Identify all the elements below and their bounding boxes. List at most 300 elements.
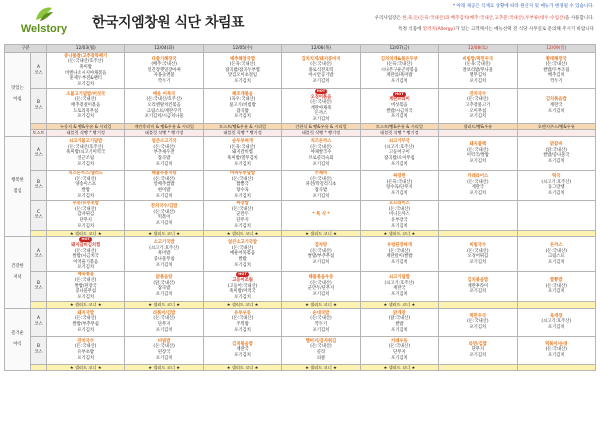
toast-row [5,130,596,137]
menu-item: 포기김치 [547,289,565,295]
menu-item: 야채쌀국수 [310,150,332,156]
band-label [31,230,47,237]
menu-item: (돈:국내산) [467,147,489,153]
menu-item: 된장국 [157,350,171,355]
menu-cell [517,136,595,170]
menu-item: 얼큰소고기국 [151,139,177,145]
menu-item: 포기김치 [547,352,565,358]
menu-item: 파전/막걸리식초 [305,182,337,188]
menu-item: 돼지국밥 [77,310,95,316]
menu-item: 잡곡밥/오이무침 [384,156,415,162]
menu-item: 종로식전호떡 [308,67,334,73]
menu-item: 포기김치 [234,352,251,358]
menu-item: 미역국/쌀밥 [466,153,489,159]
band-cell: ★ 샐러드 코너 ★ [282,301,360,308]
menu-table [4,44,596,371]
menu-item: 포기김치 [155,220,173,226]
band-cell [517,301,595,308]
menu-item: 제육볶음 [77,272,95,278]
welstory-logo [8,6,80,40]
menu-item: 연근조림 [77,156,95,162]
menu-cell [125,89,203,124]
menu-item: (돈:국내산) [467,319,489,325]
menu-item: 버섯볶음 [391,102,408,108]
menu-item: 단무지 [79,218,92,224]
origin-info: 우리사업장은 한,육,돈(돈육:국내산)과 배추김치(배추:국내산,고추분:국내산),두부류(대두:수입산)을 사용합니다. [374,16,594,21]
band-cell [517,364,595,371]
menu-item: 포기김치 [77,161,95,167]
menu-item: 계란말이/쌀밥 [386,254,413,260]
band-cell: 태블릿 삭빵 * 빵기정 [125,130,203,137]
menu-item: (닭:국내산) [153,280,175,286]
course-label: C 코스 [31,200,47,230]
band-cell: ★ 샐러드 코너 ★ [282,230,360,237]
menu-item: (돈:국내산) [545,283,567,289]
menu-item: 배추김치 [547,73,565,79]
menu-item: 짬뽕밥 [550,278,563,284]
day-header: 12/08(토) [439,45,517,53]
menu-item: 흑미밥/쇠고기미역국 [66,150,106,156]
menu-item: 쇠고기무국 [389,139,410,145]
menu-item: (고등어:국내산) [227,283,258,289]
menu-cell [517,89,595,124]
menu-cell [439,136,517,170]
menu-item: (돈:국내산) [388,206,411,212]
menu-cell [360,89,438,124]
menu-item: 포기김치 [391,259,408,265]
menu-item: 잡곡밥/잡곡두부찜 [225,67,260,73]
menu-item: 찰보리밥/무나물 [462,67,494,73]
menu-cell [282,336,360,364]
band-cell: ★ 샐러드 코너 ★ [360,301,438,308]
menu-item: 포기김치 [469,289,487,295]
menu-cell [47,237,125,272]
band-cell: ★ 샐러드 코너 ★ [282,364,360,371]
menu-item: 떡볶이/순대 [545,341,568,347]
menu-item: 포기김치 [234,223,251,229]
menu-item: 미니돈까스 [389,212,410,218]
menu-item: 쇠고기덮밥 [389,275,410,281]
menu-cell [517,271,595,301]
menu-item: 포기김치 [312,327,330,333]
menu-item: 포기김치 [391,292,408,297]
menu-item: (돈육:국내산) [386,179,413,185]
menu-item: 포기김치 [155,355,173,361]
menu-cell [203,336,281,364]
band-cell: ★ 샐러드 코너 ★ [125,364,203,371]
band-cell: ★ 샐러드 코너 ★ [203,364,281,371]
menu-item: (닭:국내산) [545,147,567,153]
menu-item: (돈:국내산) [467,248,489,254]
menu-item: 동그랑땡 [547,185,565,191]
menu-item: 계란국 [393,286,406,292]
menu-item: 쌀밥/된장국 [74,283,97,289]
menu-cell [47,170,125,200]
menu-item: 포기김치 [391,355,408,361]
menu-item: 포기김치 [234,262,251,268]
menu-item: (돈:국내산) [467,97,489,103]
menu-item: (돈:국내산) [310,248,332,254]
menu-item: 흑미밥/미역국 [229,289,256,295]
menu-item: 잔치국수 [469,91,487,97]
course-row [5,237,596,272]
menu-item: 닭개장 [393,310,406,316]
menu-item: 포기김치 [77,193,95,199]
band-cell: 토스트/빵&우유 & 시리얼 [203,123,281,130]
band-cell [439,230,517,237]
menu-item: 포기김치 [77,355,95,361]
menu-item: 매운 어묵국 [153,91,176,97]
menu-item: 고등어조림 [232,278,253,284]
band-cell [439,130,517,137]
menu-item: 해물누룽지탕 [151,171,177,177]
menu-item: 닭볶음탕 [155,275,173,281]
menu-item: (쇠고기:호주산) [384,280,415,286]
menu-item: 단무지 [471,347,485,353]
menu-item: 포기김치 [155,161,173,167]
menu-item: 감자튀김 [77,212,95,218]
menu-item: 육개장 [550,313,563,319]
menu-item: 포기김치 [547,158,565,164]
menu-cell [517,237,595,272]
menu-item: 열무김치 [469,73,487,79]
menu-item: 잡곡밥 [157,156,171,162]
menu-item: (쇠고기:호주산) [149,245,179,251]
menu-item: 포기김치 [77,265,95,271]
menu-item: 포기김치 [469,352,487,358]
menu-item: 포기김치 [234,78,251,84]
menu-item: (돈:국내산) [310,280,332,286]
ann-row [5,301,596,308]
menu-item: 포기김치 [77,114,95,120]
menu-item: 오리엔탈치킨볶음 [147,102,181,108]
menu-item: 깍두기 [157,78,171,84]
menu-item: 불고기/비빔밥 [229,102,256,108]
menu-item: 시나몬구운곤약볶음 [380,67,419,73]
course-row [5,53,596,89]
menu-item: 주먹밥 [236,322,249,327]
menu-item: (돈육:국내산) [229,144,256,150]
menu-item: 포기김치 [312,78,330,84]
menu-item: 치즈돈까스 [310,139,332,145]
menu-item: (돈:국내산) [75,176,97,182]
menu-item: (배추:국내산) [151,62,177,68]
menu-item: 깍두기 [550,78,563,84]
menu-item: (돈육:국내산) [465,62,491,68]
menu-item: 황태해장국 [545,56,567,62]
band-cell: ★ 샐러드 코너 ★ [360,230,438,237]
menu-item: 비빔밥/떡만두국 [462,56,494,62]
menu-item: 계란후라이 [467,283,489,289]
menu-item: 쌀밥/콩나물국 [543,153,570,159]
meal-label: 즐거운 야식 [5,308,31,371]
menu-cell [125,271,203,301]
day-header: 12/09(일) [517,45,595,53]
menu-item: 아시안공기밥 [308,73,334,79]
menu-item: 쌀밥/시금치국 [386,108,413,114]
menu-item: 포기김치 [77,294,95,300]
logo-leaf-icon [34,6,54,22]
menu-item: 짬뽕국 [236,182,249,188]
menu-cell [360,200,438,230]
menu-item: 쌀밥/두부조림 [543,67,570,73]
menu-item: (돈:국내산/호주산) [68,144,104,150]
menu-item: 비빔밥 [157,338,171,344]
menu-item: 김치치개/돼지콩비지 [301,56,341,62]
menu-item: 군만두/단무지 [307,286,335,292]
menu-item: 배추겉절이볶음 [71,102,101,108]
menu-item: (돈:국내산) [75,206,97,212]
course-label: B 코스 [31,336,47,364]
menu-item: 오징어볶음 [310,94,332,100]
menu-item: 일간장깻잎장아찌 [147,67,181,73]
menu-cell [439,89,517,124]
course-row [5,89,596,124]
menu-item: 브로콜리숙회 [308,156,334,162]
band-cell [439,364,517,371]
menu-item: (돈:국내산) [75,278,97,284]
menu-item: 소고기국밥 [153,240,175,246]
menu-cell [282,200,360,230]
menu-item: 유부초밥 [77,350,95,355]
menu-cell [517,170,595,200]
menu-item: 김치볶음밥 [545,97,567,103]
menu-cell [517,53,595,89]
menu-item: 포기김치 [469,190,487,196]
menu-cell [47,200,125,230]
menu-item: (돈:국내산) [231,245,254,251]
band-label [31,301,47,308]
menu-item: 짜장밥 [236,201,249,207]
menu-item: 포기김치 [469,259,487,265]
menu-item: 포기김치 [391,190,408,196]
menu-cell [203,200,281,230]
menu-item: 해조개볶음 [232,91,253,97]
menu-item: (돈:국내산) [388,248,411,254]
band-cell: ★ 샐러드 코너 ★ [47,301,125,308]
menu-cell [47,336,125,364]
menu-item: 피클 [316,355,326,361]
meal-label: 건강한 저녁 [5,237,31,308]
menu-item: 미역줄기볶음 [73,259,99,265]
menu-item: (돈:국내산) [231,176,254,182]
menu-item: 포기김치 [234,193,251,199]
menu-cell [360,136,438,170]
page-header [0,0,600,44]
menu-item: (돈:국내산) [231,316,254,322]
course-label: A 코스 [31,237,47,272]
menu-item: 포기김치 [391,223,408,229]
band-cell: 간편식 & 빵&우유 & 시리얼 [282,123,360,130]
menu-item: 계란야채죽 [310,105,332,111]
menu-item: 오이무침 [469,108,487,114]
ann-row [5,230,596,237]
menu-item: 포기김치 [234,294,251,300]
menu-item: 포기김치 [391,161,408,167]
menu-item: 포기김치 [469,78,487,84]
menu-item: (돈:국내산) [153,316,175,322]
menu-item: (돈:국내산) [75,316,97,322]
menu-item: 포기김치 [312,161,330,167]
menu-cell [125,53,203,89]
band-cell: 토스트/빵&우유 & 시리얼 [360,123,438,130]
menu-item: 흑미밥 [157,251,171,257]
menu-cell [282,136,360,170]
menu-item: (쇠고기:호주산) [541,179,572,185]
menu-item: 비엔나소시지야채볶음 [64,70,107,76]
menu-item: 자몽숯엔불 [153,73,175,79]
menu-cell [203,170,281,200]
menu-item: 쌀밥/부추무침 [307,254,335,260]
menu-item: 치즈돈까스/샐러드 [68,171,104,177]
menu-item: 포기김치 [469,324,487,330]
menu-cell [439,308,517,336]
menu-item: 쌀밥 [81,188,90,194]
menu-item: 짜장면 [393,174,406,180]
band-cell: ★ 샐러드 코너 ★ [203,230,281,237]
hot-badge: HOT [238,272,247,277]
menu-item: (돈육:국내산) [229,62,256,68]
menu-item: 포기김치 [547,108,565,114]
menu-cell [125,336,203,364]
menu-item: 알배추쌈밥 [153,182,175,188]
menu-cell [360,53,438,89]
course-label: B 코스 [31,89,47,124]
menu-item: 포기김치 [391,114,408,120]
menu-item: 포기김치 [469,114,487,120]
band-label [31,364,47,371]
menu-item: (쇠고기:호주산) [384,144,415,150]
menu-cell [282,53,360,89]
menu-item: 잡곡밥 [314,188,328,194]
course-label: B 코스 [31,271,47,301]
menu-item: (돈:국내산) [310,344,332,350]
menu-item: 얼큰소고기국밥 [228,240,258,246]
course-row [5,271,596,301]
menu-cell [439,271,517,301]
menu-cell [47,53,125,89]
band-cell: ★ 샐러드 코너 ★ [203,301,281,308]
menu-item: 포기김치 [547,190,565,196]
band-cell: 태블릿 삭빵 * 빵기정 [203,130,281,137]
menu-cell [439,336,517,364]
menu-item: 순두부찌개 [232,139,253,145]
menu-item: 맛김오이초절임 [228,73,258,79]
menu-cell [360,336,438,364]
menu-item: 수제비 [314,171,328,177]
menu-item: 포기김치/시금치나물 [144,114,184,120]
menu-cell [47,308,125,336]
menu-item: 라볶이/김밥 [152,310,176,316]
menu-item: 떡볶이 [157,215,171,221]
band-cell: ★ 샐러드 코너 ★ [47,230,125,237]
menu-item: (돈:국내산) [545,347,567,353]
corner-label: 구분 [5,45,47,53]
menu-item: 포기김치 [547,259,565,265]
ann-row [5,364,596,371]
menu-cell [125,308,203,336]
menu-item: (돈:국내산) [545,248,567,254]
menu-item: 김치볶음밥 [467,278,489,284]
menu-item: 탕수육/단무지 [386,185,413,191]
menu-item: 포기김치 [547,324,565,330]
menu-item: 햄버거/감자튀김 [305,338,337,344]
menu-item: 돈까스 [550,242,563,248]
menu-item: 쇠고기불고기덮밥 [69,139,103,145]
band-cell: 누룽지 & 빵&우유 & 시리얼 [47,123,125,130]
day-header: 12/07(금) [360,45,438,53]
band-cell: 계란후라이 & 빵&우유 & 시리얼 [125,123,203,130]
menu-item: 크림스프/계란쿠키 [146,108,182,114]
day-header: 12/03(월) [47,45,125,53]
course-label: B 코스 [31,170,47,200]
menu-item: 포기김치 [234,327,251,333]
menu-item: 포기김치 [77,223,95,229]
menu-item: 오므라이스 [389,201,410,207]
menu-item: (돈:국내산) [75,248,97,254]
menu-item: 포기김치 [155,262,173,268]
menu-item: 우동/유부초밥 [72,201,99,207]
menu-item: 카레라이스 [467,174,489,180]
menu-item: 고등어구이 [389,150,410,156]
menu-cell [47,271,125,301]
menu-cell [282,170,360,200]
course-row [5,200,596,230]
menu-item: (돈:국내산/호주산) [146,97,182,103]
meal-label: 맛있는 아침 [5,53,31,137]
menu-item: 오징어튀김 [467,254,489,260]
menu-item: 잡곡밥 [157,286,171,292]
menu-item: 유부우동 [234,310,251,316]
band-cell [517,130,595,137]
menu-item: 돼지갈비김치찜 [71,242,101,248]
menu-item: 포기김치 [469,158,487,164]
band-cell: 샐러드/빵&우유 [439,123,517,130]
menu-cell [439,200,517,230]
course-label: A 코스 [31,308,47,336]
menu-item: (돈:국내산) [310,316,332,322]
menu-item: (돈:국내산) [153,344,175,350]
menu-item: 단무지 [236,218,249,224]
menu-cell [360,170,438,200]
menu-item: 콜라 [316,350,326,355]
menu-item: 포기김치 [77,81,95,87]
menu-item: (쇠고기:호주산) [541,319,572,325]
menu-cell [517,308,595,336]
menu-item: (돈:국내산) [231,206,254,212]
menu-item: (돈육:국내산) [386,62,413,68]
menu-item: 부추새우전 [153,150,175,156]
menu-cell [203,136,281,170]
menu-item: (돈:국내산) [75,344,97,350]
menu-item: (돈:국내산) [153,209,175,215]
menu-item: 돼지불백 [469,142,487,148]
menu-item: 포기김치 [312,259,330,265]
menu-cell [203,237,281,272]
menu-item: 군만두 [236,212,249,218]
course-row [5,308,596,336]
menu-item: (육우:국내산) [229,97,256,103]
menu-item: 포기김치 [155,292,173,297]
menu-item: (돈:국내산) [545,62,567,68]
menu-item: 쌀밥/시금치국 [72,254,99,260]
menu-cell [360,308,438,336]
menu-cell [125,136,203,170]
menu-item: 해물볶음우동 [308,275,334,281]
band-label: 토스트 [32,130,45,136]
band-cell: ★ 샐러드 코너 ★ [125,230,203,237]
menu-item: 라면/김밥 [468,341,487,347]
